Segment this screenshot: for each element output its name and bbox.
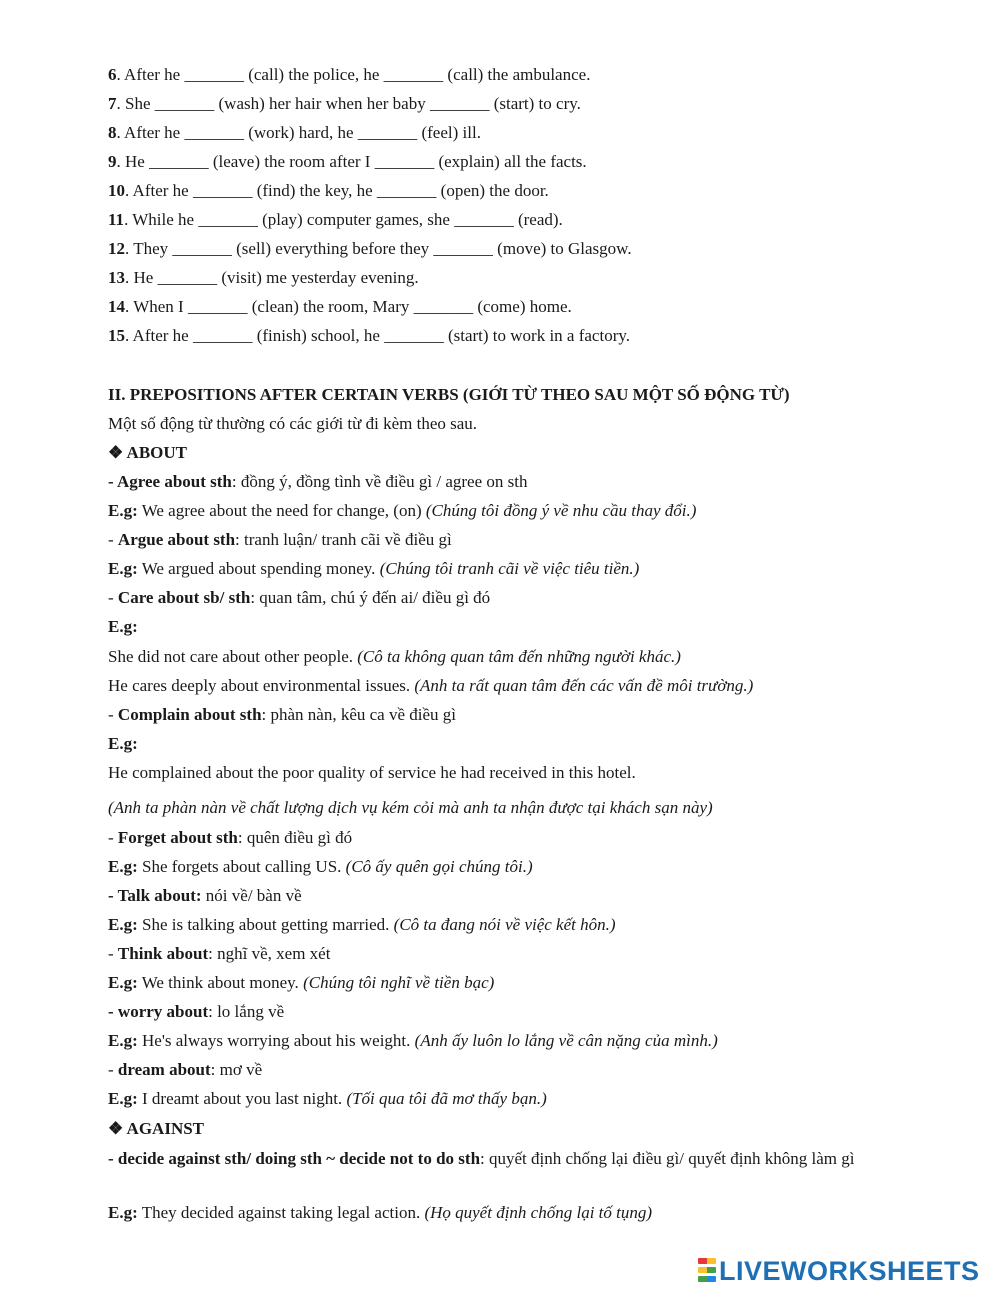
eg-label: E.g: bbox=[108, 1089, 138, 1108]
exercise-item bbox=[108, 296, 572, 318]
definition: : quên điều gì đó bbox=[237, 828, 353, 847]
translation: (Cô ấy quên gọi chúng tôi.) bbox=[345, 857, 533, 876]
exercise-item bbox=[108, 238, 632, 260]
example-care-2 bbox=[108, 675, 753, 697]
translation: (Tối qua tôi đã mơ thấy bạn.) bbox=[346, 1089, 547, 1108]
dash: - bbox=[108, 944, 118, 963]
definition-forget bbox=[108, 827, 352, 849]
definition-talk bbox=[108, 885, 302, 907]
eg-label: E.g: bbox=[108, 857, 138, 876]
example-sentence: We agree about the need for change, (on) bbox=[137, 501, 426, 520]
dash: - bbox=[108, 705, 118, 724]
exercise-item bbox=[108, 122, 481, 144]
definition-complain bbox=[108, 704, 456, 726]
logo-text: LIVEWORKSHEETS bbox=[719, 1255, 980, 1286]
logo-bar bbox=[698, 1258, 716, 1264]
dash: - bbox=[108, 530, 118, 549]
exercise-text: . While he _______ (play) computer games, she _______ (read). bbox=[124, 210, 563, 229]
exercise-number: 7 bbox=[108, 94, 117, 113]
translation: (Cô ta đang nói về việc kết hôn.) bbox=[393, 915, 616, 934]
term: - worry about bbox=[108, 1002, 209, 1021]
term: - decide against sth/ doing sth ~ decide not to do sth bbox=[108, 1149, 481, 1168]
exercise-text: . He _______ (leave) the room after I _______ (explain) all the facts. bbox=[116, 152, 587, 171]
example-sentence: They decided against taking legal action. bbox=[137, 1203, 425, 1222]
dash: - bbox=[108, 828, 118, 847]
exercise-number: 10 bbox=[108, 181, 125, 200]
eg-label: E.g: bbox=[108, 559, 138, 578]
eg-label: E.g: bbox=[108, 501, 138, 520]
logo-bar bbox=[698, 1267, 716, 1273]
term: Forget about sth bbox=[117, 828, 238, 847]
example-sentence: We think about money. bbox=[137, 973, 304, 992]
exercise-number: 11 bbox=[108, 210, 125, 229]
definition-care bbox=[108, 587, 490, 609]
translation: (Chúng tôi tranh cãi về việc tiêu tiền.) bbox=[379, 559, 640, 578]
eg-label: E.g: bbox=[108, 734, 138, 753]
exercise-text: . He _______ (visit) me yesterday evening. bbox=[125, 268, 419, 287]
term: Think about bbox=[117, 944, 209, 963]
definition-decide-against bbox=[108, 1147, 898, 1171]
example-complain: He complained about the poor quality of service he had received in this hotel. bbox=[108, 763, 636, 782]
exercise-text: . She _______ (wash) her hair when her baby _______ (start) to cry. bbox=[116, 94, 581, 113]
logo-icon bbox=[698, 1258, 716, 1284]
translation-complain: (Anh ta phàn nàn về chất lượng dịch vụ kém cỏi mà anh ta nhận được tại khách sạn này) bbox=[108, 798, 713, 817]
exercise-text: . After he _______ (find) the key, he _______ (open) the door. bbox=[125, 181, 549, 200]
exercise-text: . They _______ (sell) everything before they _______ (move) to Glasgow. bbox=[125, 239, 632, 258]
exercise-text: . After he _______ (call) the police, he _______ (call) the ambulance. bbox=[116, 65, 591, 84]
exercise-number: 15 bbox=[108, 326, 125, 345]
example-care-1 bbox=[108, 646, 681, 668]
definition-agree bbox=[108, 471, 527, 493]
exercise-item bbox=[108, 93, 581, 115]
eg-label: E.g: bbox=[108, 915, 138, 934]
term: dream about bbox=[117, 1060, 211, 1079]
example-agree bbox=[108, 500, 696, 522]
translation: (Cô ta không quan tâm đến những người khác.) bbox=[357, 647, 681, 666]
definition-think bbox=[108, 943, 330, 965]
term: - Talk about: bbox=[108, 886, 202, 905]
exercise-item bbox=[108, 209, 563, 231]
definition: : phàn nàn, kêu ca về điều gì bbox=[261, 705, 457, 724]
exercise-item bbox=[108, 267, 419, 289]
definition: : đồng ý, đồng tình về điều gì / agree on sth bbox=[231, 472, 528, 491]
eg-label: E.g: bbox=[108, 973, 138, 992]
exercise-text: . After he _______ (finish) school, he _______ (start) to work in a factory. bbox=[125, 326, 631, 345]
exercise-number: 13 bbox=[108, 268, 125, 287]
dash: - bbox=[108, 588, 118, 607]
term: - Agree about sth bbox=[108, 472, 232, 491]
example-sentence: He's always worrying about his weight. bbox=[137, 1031, 415, 1050]
exercise-number: 14 bbox=[108, 297, 125, 316]
exercise-item bbox=[108, 325, 630, 347]
exercise-number: 9 bbox=[108, 152, 117, 171]
about-header: ❖ ABOUT bbox=[108, 443, 188, 462]
exercise-item bbox=[108, 151, 587, 173]
exercise-number: 6 bbox=[108, 65, 117, 84]
example-sentence: He cares deeply about environmental issues. bbox=[108, 676, 415, 695]
exercise-item bbox=[108, 180, 549, 202]
liveworksheets-logo bbox=[698, 1257, 980, 1285]
example-sentence: She did not care about other people. bbox=[108, 647, 358, 666]
dash: - bbox=[108, 1060, 118, 1079]
example-forget bbox=[108, 856, 533, 878]
translation: (Chúng tôi nghĩ về tiền bạc) bbox=[303, 973, 495, 992]
definition-argue bbox=[108, 529, 452, 551]
definition: : tranh luận/ tranh cãi về điều gì bbox=[235, 530, 452, 549]
section-intro: Một số động từ thường có các giới từ đi kèm theo sau. bbox=[108, 414, 478, 433]
eg-label: E.g: bbox=[108, 617, 138, 636]
definition-worry bbox=[108, 1001, 284, 1023]
against-header: ❖ AGAINST bbox=[108, 1119, 205, 1138]
exercise-number: 8 bbox=[108, 123, 117, 142]
definition: : quyết định chống lại điều gì/ quyết định không làm gì bbox=[480, 1149, 855, 1168]
example-worry bbox=[108, 1030, 718, 1052]
example-think bbox=[108, 972, 494, 994]
example-sentence: She forgets about calling US. bbox=[137, 857, 346, 876]
exercise-number: 12 bbox=[108, 239, 125, 258]
example-sentence: She is talking about getting married. bbox=[137, 915, 394, 934]
definition-dream bbox=[108, 1059, 262, 1081]
term: Argue about sth bbox=[117, 530, 236, 549]
example-sentence: We argued about spending money. bbox=[137, 559, 380, 578]
term: Care about sb/ sth bbox=[117, 588, 251, 607]
exercise-text: . When I _______ (clean) the room, Mary _______ (come) home. bbox=[125, 297, 572, 316]
example-talk bbox=[108, 914, 616, 936]
section-heading: II. PREPOSITIONS AFTER CERTAIN VERBS (GIỚI TỪ THEO SAU MỘT SỐ ĐỘNG TỪ) bbox=[108, 385, 790, 404]
translation: (Anh ấy luôn lo lắng về cân nặng của mình.) bbox=[414, 1031, 718, 1050]
term: Complain about sth bbox=[117, 705, 262, 724]
example-argue bbox=[108, 558, 639, 580]
logo-bar bbox=[698, 1276, 716, 1282]
translation: (Họ quyết định chống lại tố tụng) bbox=[424, 1203, 653, 1222]
eg-label: E.g: bbox=[108, 1203, 138, 1222]
example-decide-against bbox=[108, 1202, 652, 1224]
example-dream bbox=[108, 1088, 547, 1110]
example-sentence: I dreamt about you last night. bbox=[137, 1089, 347, 1108]
definition: : mơ về bbox=[210, 1060, 263, 1079]
definition: nói về/ bàn về bbox=[201, 886, 302, 905]
definition: : lo lắng về bbox=[208, 1002, 285, 1021]
translation: (Anh ta rất quan tâm đến các vấn đề môi trường.) bbox=[414, 676, 754, 695]
eg-label: E.g: bbox=[108, 1031, 138, 1050]
exercise-text: . After he _______ (work) hard, he _______ (feel) ill. bbox=[116, 123, 481, 142]
definition: : quan tâm, chú ý đến ai/ điều gì đó bbox=[250, 588, 491, 607]
definition: : nghĩ về, xem xét bbox=[208, 944, 331, 963]
exercise-item bbox=[108, 64, 590, 86]
translation: (Chúng tôi đồng ý về nhu cầu thay đổi.) bbox=[425, 501, 697, 520]
